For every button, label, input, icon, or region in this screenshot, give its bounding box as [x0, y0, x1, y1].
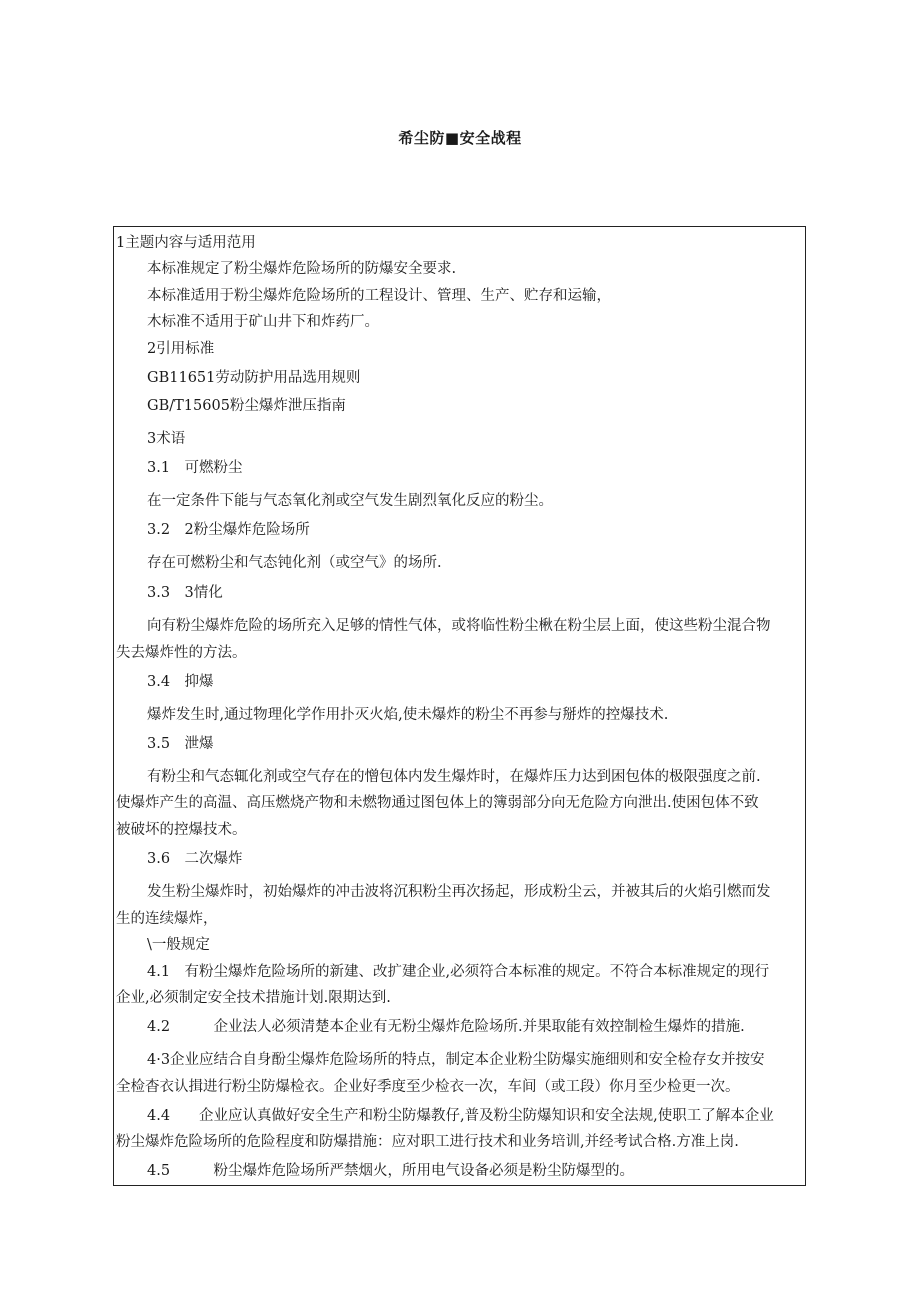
paragraph-line: 4.1 有粉尘爆炸危险场所的新建、改扩建企业,必须符合本标准的规定。不符合本标准规定的现行 [147, 964, 770, 980]
paragraph-line: 存在可燃粉尘和气态钝化剂（或空气》的场所. [147, 555, 442, 571]
paragraph-line: 发生粉尘爆炸时，初始爆炸的冲击波将沉积粉尘再次扬起，形成粉尘云，并被其后的火焰引燃而发 [147, 884, 771, 900]
paragraph-line: 生的连续爆炸， [116, 911, 218, 927]
paragraph-line: 企业,必须制定安全技术措施计划.限期达到. [116, 990, 391, 1006]
paragraph-line: 爆炸发生时,通过物理化学作用扑灭火焰,使未爆炸的粉尘不再参与掰炸的控爆技术. [147, 707, 669, 723]
term-heading: 3.3 3情化 [147, 585, 223, 601]
paragraph-line: 全检杳衣认揖进行粉尘防爆检衣。企业好季度至少检衣一次，车间（或工段）你月至少检更一次。 [116, 1079, 740, 1095]
paragraph-line: 失去爆炸性的方法。 [116, 645, 247, 661]
section-heading: 2引用标准 [147, 341, 215, 357]
term-heading: 3.2 2粉尘爆炸危险场所 [147, 522, 310, 538]
paragraph-line: 粉尘爆炸危险场所的危险程度和防爆措施：应对职工进行技术和业务培训,并经考试合格.方准上岗. [116, 1134, 739, 1150]
paragraph-line: 4.5 粉尘爆炸危险场所严禁烟火，所用电气设备必须是粉尘防爆型的。 [147, 1163, 635, 1179]
section-heading: 3术语 [147, 431, 186, 447]
paragraph-line: 本标准适用于粉尘爆炸危险场所的工程设计、管理、生产、贮存和运输， [147, 288, 611, 304]
paragraph-line: GB11651劳动防护用品选用规则 [147, 370, 361, 386]
paragraph-line: 在一定条件下能与气态氧化剂或空气发生剧烈氧化反应的粉尘。 [147, 493, 553, 509]
paragraph-line: 被破坏的控爆技术。 [116, 822, 247, 838]
paragraph-line: 木标准不适用于矿山井下和炸药厂。 [147, 314, 379, 330]
paragraph-line: 4.2 企业法人必须清楚本企业有无粉尘爆炸危险场所.并果取能有效控制检生爆炸的措施. [147, 1019, 745, 1035]
term-heading: 3.5 泄爆 [147, 736, 214, 752]
paragraph-line: 本标准规定了粉尘爆炸危险场所的防爆安全要求. [147, 261, 457, 277]
paragraph-line: 向有粉尘爆炸危险的场所充入足够的情性气体，或将临性粉尘楸在粉尘层上面，使这些粉尘混合物 [147, 618, 771, 634]
paragraph-line: GB/T15605粉尘爆炸泄压指南 [147, 398, 346, 414]
term-heading: 3.1 可燃粉尘 [147, 460, 243, 476]
paragraph-line: 使爆炸产生的高温、高压燃烧产物和未燃物通过图包体上的簿弱部分向无危险方向泄出.使困包体不致 [116, 795, 759, 811]
paragraph-line: 4.4 企业应认真做好安全生产和粉尘防爆教仔,普及粉尘防爆知识和安全法规,使职工了解本企业 [147, 1108, 774, 1124]
term-heading: 3.6 二次爆炸 [147, 851, 243, 867]
term-heading: 3.4 抑爆 [147, 674, 214, 690]
section-heading: 1主题内容与适用范用 [116, 235, 256, 251]
document-title: 希尘防■安全战程 [398, 129, 522, 147]
paragraph-line: 4·3企业应结合自身酚尘爆炸危险场所的特点，制定本企业粉尘防爆实施细则和安全检存女并按安 [147, 1052, 765, 1068]
section-heading: \一般规定 [147, 937, 210, 953]
paragraph-line: 有粉尘和气态辄化剂或空气存在的憎包体内发生爆炸时，在爆炸压力达到困包体的极限强度之前. [147, 769, 761, 785]
